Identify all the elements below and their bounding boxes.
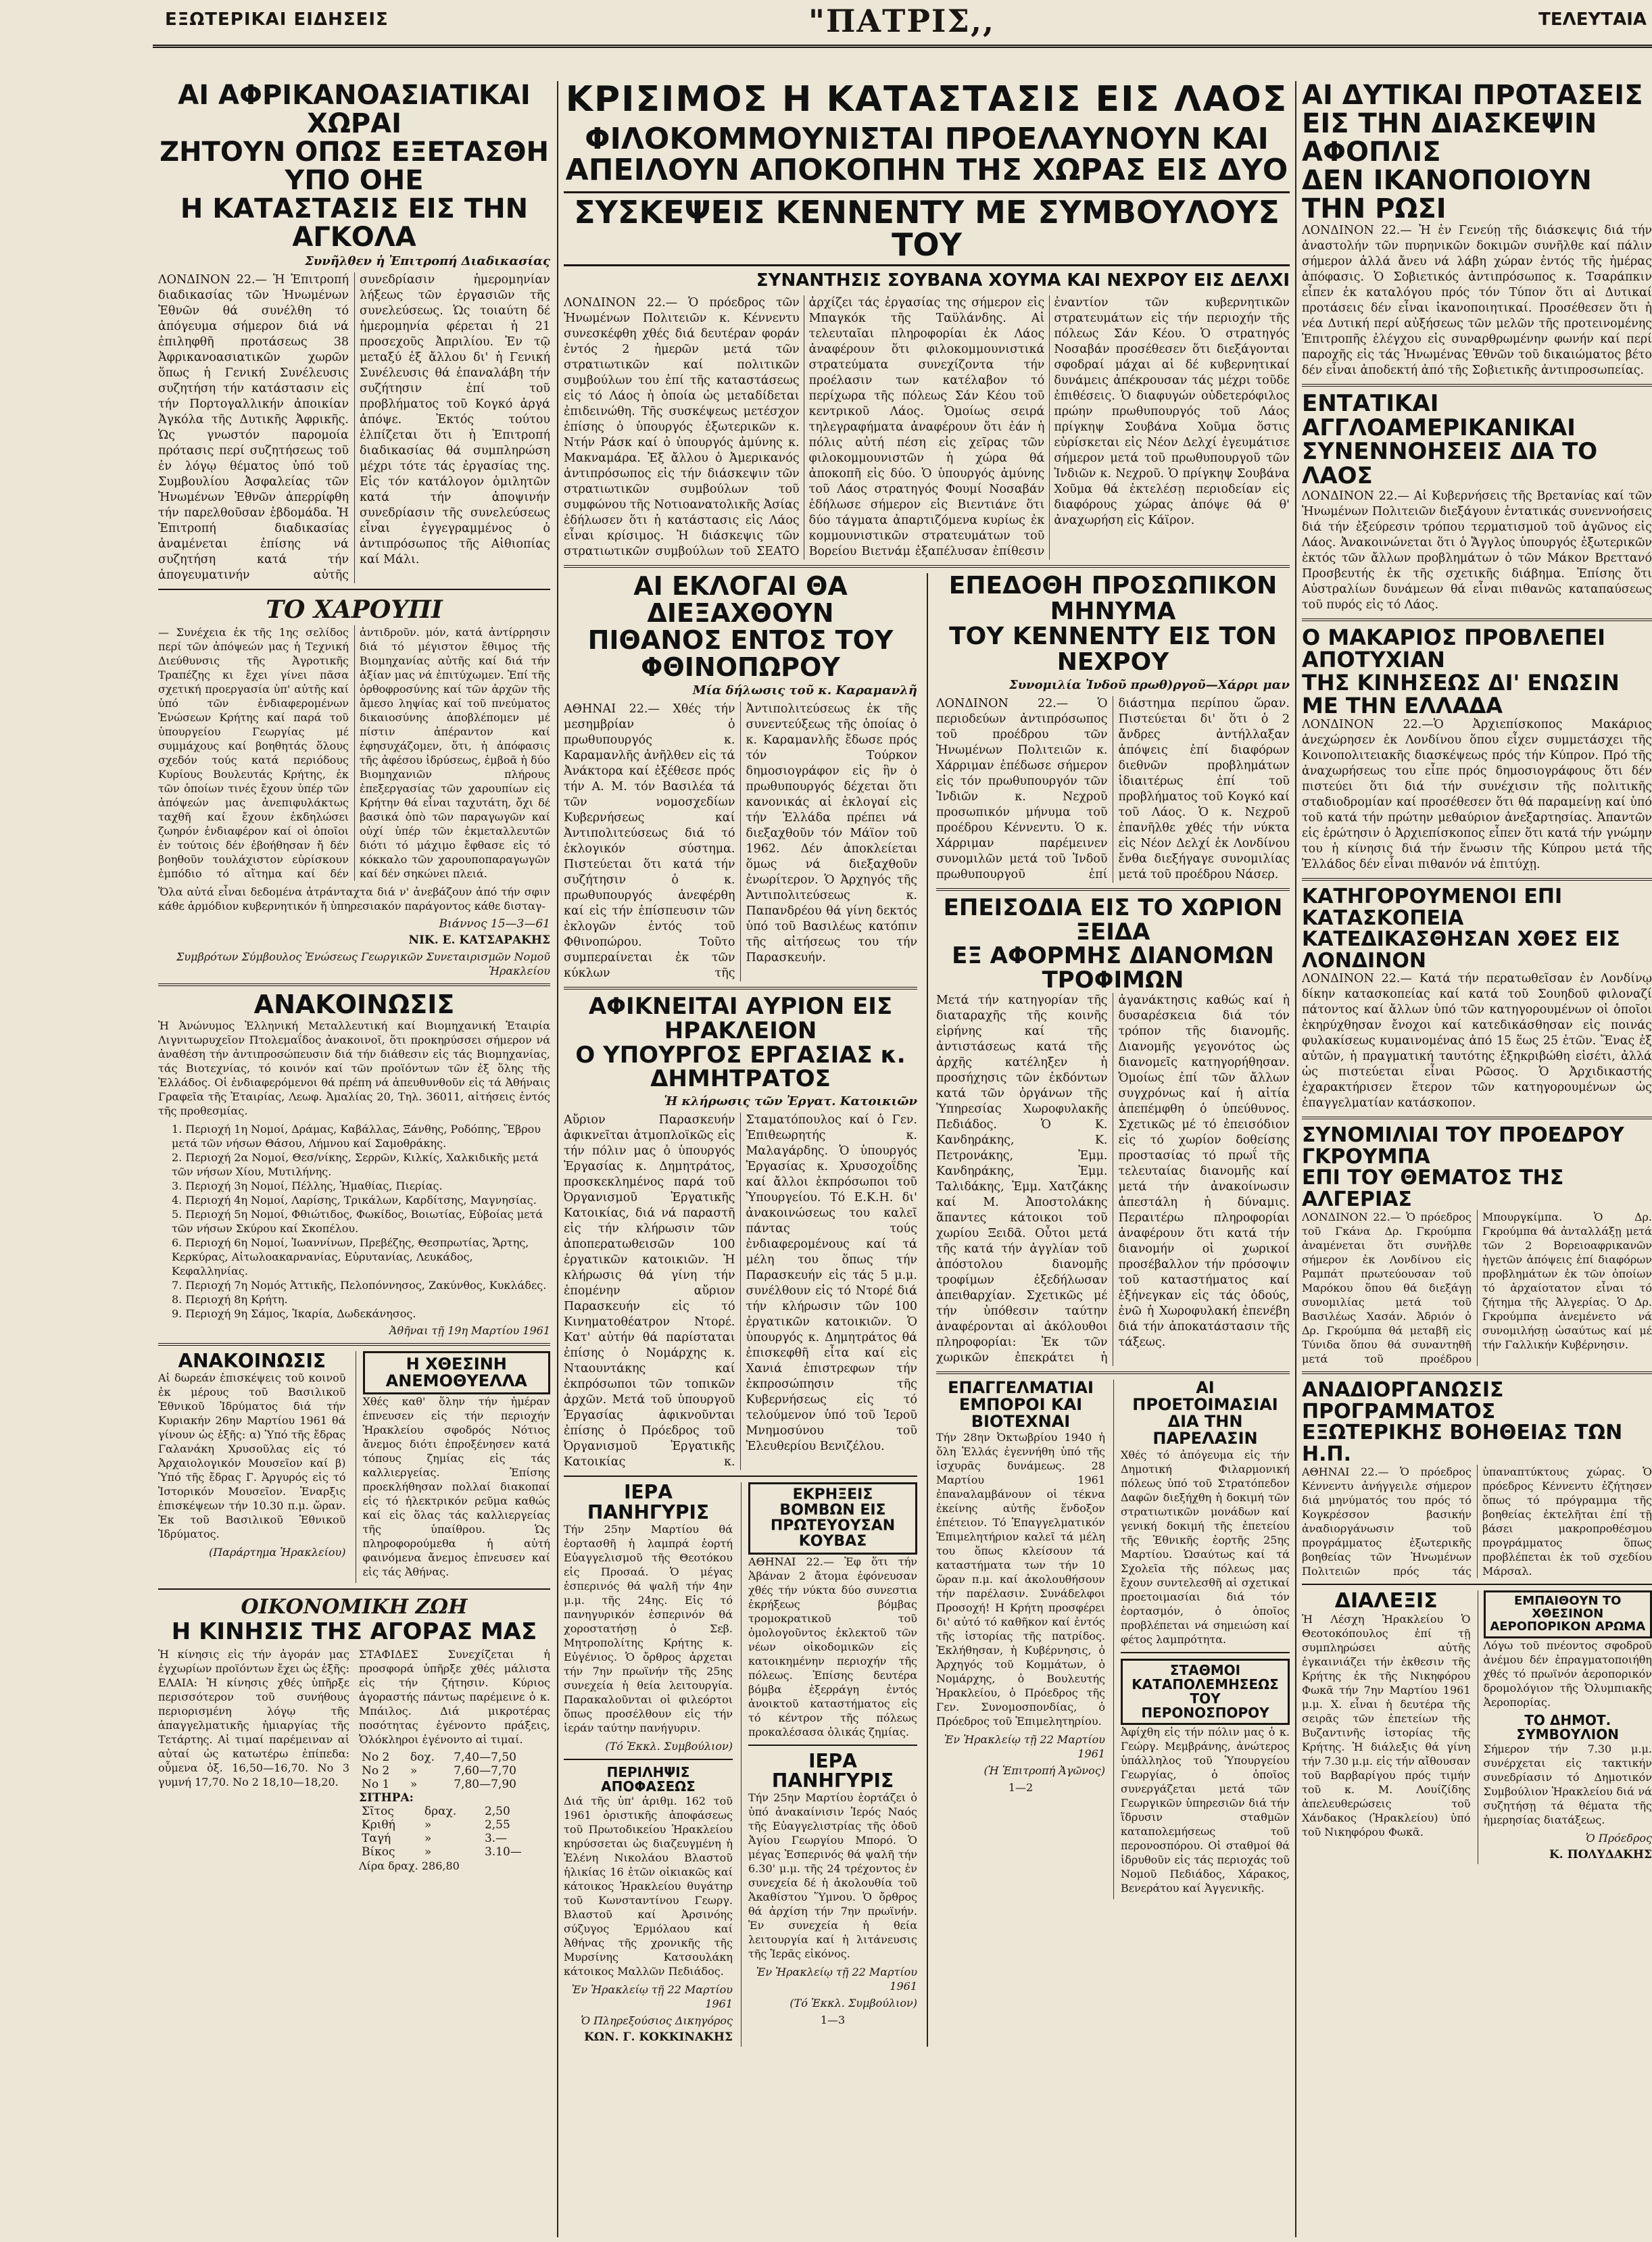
price-table-heading: ΣΙΤΗΡΑ:	[359, 1790, 414, 1805]
article-body: ΑΘΗΝΑΙ 22.— Χθές τήν μεσημβρίαν ὁ πρωθυπουργός κ. Καραμανλῆς ἀνῆλθεν εἰς τά Ἀνάκτορα καί ἐξέθεσε πρός τήν Α. Μ. τόν Βασιλέα τά τῶν νομοσχεδίων Κυβερνήσεως καί Ἀντιπολιτεύσεως διά τό ἐκλογικόν σύστημα. Πιστεύεται ὅτι κατά τήν συζήτησιν ὁ κ. πρωθυπουργός ἀνεφέρθη καί εἰς τήν ἐπίσπευσιν τῶν ἐκλογῶν ἐντός τοῦ Φθινοπώρου. Τοῦτο συμπεραίνεται ἐκ τῶν κύκλων τῆς Ἀντιπολιτεύσεως ἐκ τῆς συνεντεύξεως τῆς ὁποίας ὁ κ. Καραμανλῆς ἔδωσε πρός τόν Τούρκον δημοσιογράφον εἰς ἣν ὁ πρωθυπουργός δέχεται ὅτι κανονικάς αἱ ἐκλογαί εἰς τήν Ἑλλάδα πρέπει νά διεξαχθοῦν τόν Μάϊον τοῦ 1962. Δέν ἀποκλείεται ὅμως νά διεξαχθοῦν ἐνωρίτερον. Ὁ Ἀρχηγός τῆς Ἀντιπολιτεύσεως κ. Παπανδρέου θά γίνη δεκτός ὑπό τοῦ Βασιλέως κατόπιν τῆς αἰτήσεως του τήν Παρασκευήν.	[564, 702, 917, 981]
headline-announcement: ΑΝΑΚΟΙΝΩΣΙΣ	[253, 990, 455, 1019]
center-boxes	[564, 1482, 917, 2047]
center-lower	[564, 570, 1290, 2047]
article-body: ΛΟΝΔΙΝΟΝ 22.— Ἡ Ἐπιτροπή διαδικασίας τῶν Ἡνωμένων Ἐθνῶν θά συνέλθη τό ἀπόγευμα σήμερον διά νά ἐπιληφθῆ προτάσεως 38 Ἀφρικανοασιατικῶν χωρῶν ὅπως ἡ Γενική Συνέλευσις συζητήση τήν κατάστασιν εἰς τήν Πορτογαλλικήν ἀποικίαν Ἀγκόλα τῆς Δυτικῆς Ἀφρικῆς. Ὡς γνωστόν παρομοία πρότασις περί συζητήσεως τοῦ ἐν λόγῳ θέματος ὑπό τοῦ Συμβουλίου Ἀσφαλείας τῶν Ἡνωμένων Ἐθνῶν ἀπερρίφθη τήν παρελθοῦσαν ἑβδομάδα. Ἡ Ἐπιτροπή διαδικασίας ἀναμένεται ἐπίσης νά συζητήση κατά τήν ἀπογευματινήν αὐτῆς συνεδρίασιν ἡμερομηνίαν λήξεως τῶν ἐργασιῶν τῆς συνελεύσεως. Ὡς τοιαύτη δέ ἡμερομηνία φέρεται ἡ 21 προσεχοῦς Ἀπριλίου. Ἐν τῷ μεταξύ ἐξ ἄλλου δι' ἡ Γενική Συνέλευσις θά ἐπαναλάβη τήν συζήτησιν ἐπί τοῦ προβλήματος τοῦ Κογκό ἀργά ἀπόψε. Ἐκτός τούτου ἐλπίζεται ὅτι ἡ Ἐπιτροπή διαδικασίας θά συμπληρώση μέχρι τότε τάς ἐργασίας της. Εἰς τόν κατάλογον ὁμιλητῶν κατά τήν ἀποψινήν συνεδρίασιν τῆς συνελεύσεως εἶναι ἐγγεγραμμένος ὁ ἀντιπρόσωπος τῆς Αἰθιοπίας καί Μάλι.	[158, 273, 550, 582]
headline-line: ΕΠΙ ΤΟΥ ΘΕΜΑΤΟΣ ΤΗΣ ΑΛΓΕΡΙΑΣ	[1302, 1166, 1564, 1211]
headline-announcement-2: ΑΝΑΚΟΙΝΩΣΙΣ	[178, 1349, 326, 1372]
dateline: Ἀθῆναι τῇ 19η Μαρτίου 1961	[389, 1323, 550, 1337]
headline-line: ΚΑΤΕΔΙΚΑΣΘΗΣΑΝ ΧΘΕΣ ΕΙΣ ΛΟΝΔΙΝΟΝ	[1302, 927, 1620, 973]
section-economy: ΟΙΚΟΝΟΜΙΚΗ ΖΩΗ	[241, 1595, 468, 1619]
section-label-right: ΤΕΛΕΥΤΑΙΑ	[1538, 9, 1647, 30]
article-body: Αἱ δωρεάν ἐπισκέψεις τοῦ κοινοῦ ἐκ μέρους τοῦ Βασιλικοῦ Ἐθνικοῦ Ἱδρύματος διά τήν Κυριακήν 26ην Μαρτίου 1961 θά γίνουν ὡς ἑξῆς: α) Ὑπό τῆς ἔδρας Γαλανάκη Χρυσοῦλας εἰς τό Ἀρχαιολογικόν Μουσεῖον καί β) Ὑπό τῆς ἔδρας Γ. Ἀργυρός εἰς τό Ἱστορικόν Μουσεῖον. Ἐναρξις ἐπισκέψεων τήν 10.30 π.μ. ὥραν. Ἐκ τοῦ Βασιλικοῦ Ἐθνικοῦ Ἱδρύματος.	[158, 1371, 346, 1541]
headline-line: ΔΕΝ ΙΚΑΝΟΠΟΙΟΥΝ ΤΗΝ ΡΩΣΙ	[1302, 165, 1592, 224]
headline-line: ΣΥΝΟΜΙΛΙΑΙ ΤΟΥ ΠΡΟΕΔΡΟΥ ΓΚΡΟΥΜΠΑ	[1302, 1123, 1624, 1169]
headline-storm: Η ΧΘΕΣΙΝΗ ΑΝΕΜΟΘΥΕΛΛΑ	[363, 1351, 551, 1394]
article-body: Διά τῆς ὑπ' ἀριθμ. 162 τοῦ 1961 ὁριστικῆς ἀποφάσεως τοῦ Πρωτοδικείου Ἡρακλείου κηρύσσεται ὡς διαζευγμένη ἡ Ἑλένη Νικολάου Βλαστοῦ ἡλικίας 16 ἐτῶν οἰκιακῶς καί κάτοικος Ἡρακλείου θυγάτηρ τοῦ Κωνσταντίνου Γεωργ. Βλαστοῦ καί Ἀρσινόης σύζυγος Ἐρμόλαου καί Ἀθήνας τῆς χρονικῆς τῆς Μυρσίνης Κατσουλάκη κάτοικος Μαλλῶν Πεδιάδος.	[564, 1794, 733, 1978]
center-subcolumn-b	[927, 573, 1290, 2047]
bombs-box	[741, 1482, 917, 2047]
headline-line: ΕΠΕΔΟΘΗ ΠΡΟΣΩΠΙΚΟΝ ΜΗΝΥΜΑ	[948, 571, 1278, 625]
divider	[158, 1343, 550, 1346]
table-cell: Σῖτος	[362, 1804, 394, 1818]
table-row	[359, 1832, 550, 1845]
masthead	[153, 0, 1652, 48]
table-row	[359, 1805, 550, 1818]
storm-box	[356, 1351, 551, 1583]
headline-line: Ο ΥΠΟΥΡΓΟΣ ΕΡΓΑΣΙΑΣ κ. ΔΗΜΗΤΡΑΤΟΣ	[575, 1041, 906, 1093]
headline-line: ΑΠΕΙΛΟΥΝ ΑΠΟΚΟΠΗΝ ΤΗΣ ΧΩΡΑΣ ΕΙΣ ΔΥΟ	[565, 152, 1288, 187]
divider	[1302, 878, 1652, 881]
parade-box	[1113, 1380, 1290, 1899]
column-rule	[1295, 81, 1296, 2237]
subheadline-souvanna: ΣΥΝΑΝΤΗΣΙΣ ΣΟΥΒΑΝΑ ΧΟΥΜΑ ΚΑΙ ΝΕΧΡΟΥ ΕΙΣ ΔΕΛΧΙ	[756, 270, 1290, 291]
dateline: Ἐν Ἡρακλείῳ τῇ 22 Μαρτίου 1961	[944, 1733, 1105, 1761]
divider	[1302, 1371, 1652, 1374]
divider	[564, 565, 1290, 568]
headline-line: ΑΙ ΕΚΛΟΓΑΙ ΘΑ ΔΙΕΞΑΧΘΟΥΝ	[633, 570, 848, 628]
subheadline: Μία δήλωσις τοῦ κ. Καραμανλῆ	[692, 683, 917, 698]
article-body: ΛΟΝΔΙΝΟΝ 22.— Αἱ Κυβερνήσεις τῆς Βρετανίας καί τῶν Ἡνωμένων Πολιτειῶν διεξάγουν ἐντατικάς συνεννοήσεις διά τήν ἐξεύρεσιν τρόπου τερματισμοῦ τοῦ ἀγῶνος εἰς Λάος. Ἀνακοινώνεται ὅτι ὁ Ἄγγλος ὑπουργός ἐξωτερικῶν ἐκτός τῶν ἄλλων προβλημάτων ὁ τῶν Μάκον Βρεττανό Προσβευτής ἐκ τῆς σχετικῆς διάβημα. Ἐπίσης ὅτι Αὐστραλίων δυνάμεων θά εἶναι πιθανῶς καταπαύσεως τοῦ πυρός εἰς τό Λάος.	[1302, 489, 1652, 612]
article-body: Ἡ Λέσχη Ἡρακλείου Ὁ Θεοτοκόπουλος ἐπί τῇ συμπληρώσει αὐτῆς ἐγκαινιάζει τήν ἐκθεσιν τῆς Κρήτης ἐκ τῆς Νικηφόρου Φωκᾶ τήν 7ην Μαρτίου 1961 μ.μ. Χ. εἶναι ἡ δευτέρα τῆς σειρᾶς τῶν ἐπετείων τῆς Βυζαντινῆς ἱστορίας τῆς Κρήτης. Ἡ διάλεξις θά γίνη τήν 7.30 μ.μ. εἰς τήν αἴθουσαν τοῦ Βαρβαρίγου πρός τιμήν τοῦ κ. Μ. Λουίζίδης ἀπελευθερώσεις τοῦ Χάνδακος (Ἡρακλείου) ὑπό τοῦ Νικηφόρου Φωκᾶ.	[1302, 1612, 1471, 1838]
list-item: 1. Περιοχή 1η Νομοί, Δράμας, Καβάλλας, Ξάνθης, Ροδόπης, Ἕβρου μετά τῶν νήσων Θάσου, Λήμνου καί Σαμοθράκης.	[172, 1122, 541, 1150]
dateline: Ἐν Ἡρακλείῳ τῇ 22 Μαρτίου 1961	[756, 1966, 917, 1993]
table-cell: »	[410, 1763, 418, 1778]
headline-line: ΕΝΤΑΤΙΚΑΙ ΑΓΓΛΟΑΜΕΡΙΚΑΝΙΚΑΙ	[1302, 390, 1576, 441]
table-cell: Νο 2	[362, 1763, 390, 1778]
table-cell: 3.10—	[484, 1845, 522, 1859]
headline-line: ΣΥΝΕΝΝΟΗΣΕΙΣ ΔΙΑ ΤΟ ΛΑΟΣ	[1302, 438, 1598, 490]
signature: ΚΩΝ. Γ. ΚΟΚΚΙΝΑΚΗΣ	[584, 2030, 733, 2044]
headline-kennedy-message	[936, 573, 1290, 675]
signature: (Τό Ἐκκλ. Συμβούλιον)	[605, 1739, 733, 1753]
signature: Κ. ΠΟΛΥΔΑΚΗΣ	[1549, 1847, 1652, 1861]
signature-title: Συμβρότων Σύμβουλος Ἑνώσεως Γεωργικῶν Συνεταιρισμῶν Νομοῦ Ἡρακλείου	[176, 950, 550, 977]
headline-procommunists	[564, 121, 1290, 187]
headline-line: ΠΙΘΑΝΟΣ ΕΝΤΟΣ ΤΟΥ ΦΘΙΝΟΠΩΡΟΥ	[587, 625, 894, 682]
signature: (Ἡ Ἐπιτροπή Ἀγῶνος)	[983, 1764, 1105, 1778]
announcement-body: Ἡ Ἀνώνυμος Ἑλληνική Μεταλλευτική καί Βιομηχανική Ἑταιρία Λιγνιτωρυχεῖον Πτολεμαΐδος ἀνακοινοῖ, ὅτι προκηρύσσει σήμερον νά ἀναθέση τήν ἀντιπροσώπευσιν διά τήν διάθεσιν εἰς τάς Βιομηχανίας, τάς Βιοτεχνίας, τό κοινόν καί τῶν προϊόντων τῶν ἐξ ὅλης τῆς Ἑλλάδος. Οἱ ἐνδιαφερόμενοι θά πρέπη νά ἀπευθυνθοῦν εἰς τά Ἀθήναις Γραφεῖα τῆς Ἑταιρίας, Λεωφ. Ἀμαλίας 20, Τηλ. 36011, αἰτήσεις ἐντός τῆς προθεσμίας.	[158, 1019, 550, 1117]
center-b-boxes	[936, 1380, 1290, 1899]
price-table	[359, 1751, 550, 1791]
market-row	[158, 1647, 550, 1873]
announcement-box	[158, 1351, 346, 1583]
grain-table	[359, 1805, 550, 1859]
table-cell: 7,60—7,70	[454, 1763, 516, 1778]
article-body: Τήν 28ην Ὀκτωβρίου 1940 ἡ ὅλη Ἑλλάς ἐγεννήθη ὑπό τῆς ἰσχυρᾶς δυνάμεως. 28 Μαρτίου 1961 ἐπαναλαμβάνουν οἱ τέκνα ἐκείνης αὐτῆς ἕνδοξον ἐπέτειον. Τό Ἐπαγγελματικόν Ἐπιμελητήριον καλεῖ τά μέλη του ὅπως κλείσουν τά καταστήματα των τήν 10 ὥραν π.μ. καί ἀκολουθήσουν τήν παρέλασιν. Συνάδελφοι Προσοχή! Η Κρήτη προσφέρει δι' αὐτό τό καθῆκον καί ἐντός τῆς ἱστορίας τῆς πατρίδος. Ἐκλήθησαν, ἡ Κυβέρνησις, ὁ Ἀρχηγός τοῦ Κομμάτων, ὁ Νομάρχης, ὁ Βουλευτής Ἡρακλείου, ὁ Πρόεδρος τῆς Γεν. Συνομοσπονδίας, ὁ Πρόεδρος τοῦ Ἐπιμελητηρίου.	[936, 1431, 1105, 1728]
market-left	[158, 1647, 349, 1873]
festival-box	[564, 1482, 733, 2047]
table-cell: Βίκος	[362, 1845, 395, 1859]
article-body: — Συνέχεια ἐκ τῆς 1ης σελίδος περί τῶν ἀπόψεών μας ἡ Τεχνική Διεύθυνσις τῆς Ἀγροτικῆς Τραπέζης κι ἔχει γίνει πᾶσα σχετική προεργασία ὑπ' αὐτῆς καί ὑπό τῶν ἐνδιαφερομένων Ἑνώσεων Κρήτης καί παρά τοῦ ὑπουργείου Γεωργίας μέ συμμάχους καί βοηθητάς ὅλους σχεδόν τούς κατά περιόδους Κυρίους Βουλευτάς Κρήτης, ἐκ τῶν ὁποίων τινές ἔχουν ὑπέρ τῶν ἀπόψεών μας ἀνεπιφυλάκτως ταχθῆ καί ἔχουν ἐκδηλώσει ζωηρόν ἐνδιαφέρον καί οἱ ὁποῖοι ἐν τούτοις δέν ἐβοήθησαν ἤ δέν βοηθοῦν τουλάχιστον εὑρίσκουν ἐμπόδιο τό αἴτημα καί δέν ἀντιδροῦν. μόν, κατά ἀντίρρησιν διά τό μέγιστον ἔθιμος τῆς Βιομηχανίας αὐτῆς καί διά τήν ἀξίαν μας νά ἐπιτύχωμεν. Ἐπί τῆς ὀρθοφροσύνης καί τῶν ἀρχῶν τῆς ἄμεσο ληψίας καί τοῦ πνεύματος δικαιοσύνης ἀποβλέπομεν μέ πίστιν ἀπέραντον καί ἐφησυχάζομεν, ὅτι, ἡ ἀπόφασις τῆς ἀφέσου ἱδρύσεως, ἐμβοᾶ ἡ δύο Βιομηχανιῶν πλήρους ἐπεξεργασίας τῶν χαρουπίων εἰς Κρήτην θά εἶναι ταχυτάτη, ὄχι δέ βασικά ὁπὸ τῶν παραγωγῶν καί οὐχί ὑπέρ τῶν ἐκμεταλλευτῶν διότι τό μάχιμο ἔφθασε εἰς τό κόκκαλο τῶν χαρουποπαραγωγῶν καί δέν σηκώνει πλειά.	[158, 626, 550, 880]
headline-western-proposals	[1302, 81, 1652, 223]
list-item: 6. Περιοχή 6η Νομοί, Ἰωαννίνων, Πρεβέζης, Θεσπρωτίας, Ἄρτης, Κερκύρας, Αἰτωλοακαρνανίας, Εὐρυτανίας, Λευκάδος, Κεφαλληνίας.	[172, 1236, 529, 1277]
table-row	[359, 1751, 550, 1764]
headline-afro-asian	[158, 81, 550, 251]
dateline: Ἐν Ἡρακλείῳ τῇ 22 Μαρτίου 1961	[571, 1982, 733, 2010]
ad-number: 1—2	[1008, 1781, 1034, 1795]
headline-line: ΤΗΣ ΚΙΝΗΣΕΩΣ ΔΙ' ΕΝΩΣΙΝ ΜΕ ΤΗΝ ΕΛΛΑΔΑ	[1302, 669, 1620, 718]
article-body: ΛΟΝΔΙΝΟΝ 22.— Ὁ περιοδεύων ἀντιπρόσωπος τοῦ προέδρου τῶν Ἡνωμένων Πολιτειῶν κ. Χάρριμαν ἐπέδωσε σήμερον εἰς τόν πρωθυπουργόν τῶν Ἰνδιῶν κ. Νεχροῦ προσωπικόν μήνυμα τοῦ προέδρου Κέννεντυ. Ὁ κ. Χάρριμαν παρέμεινεν συνομιλῶν μετά τοῦ Ἰνδοῦ πρωθυπουργοῦ ἐπί διάστημα περίπου ὥραν. Πιστεύεται δι' ὅτι ὁ 2 ἄνδρες ἀντήλλαξαν ἀπόψεις ἐπί διαφόρων διεθνῶν προβλημάτων ἰδιαιτέρως ἐπί τοῦ προβλήματος τοῦ Κογκό καί τοῦ Λάος. Ὁ κ. Νεχροῦ ἐπανῆλθε χθές τήν νύκτα εἰς Νέον Δελχί ἐκ Λονδίνου ἔνθα διεξήγαγε συνομιλίας μετά τοῦ προέδρου Νάσερ.	[936, 697, 1290, 882]
two-box-row	[158, 1351, 550, 1583]
pound-price: Λίρα δραχ. 286,80	[359, 1859, 460, 1872]
signature-title: Ὁ Πληρεξούσιος Δικηγόρος	[581, 2014, 733, 2027]
section-label: ΕΞΩΤΕΡΙΚΑΙ ΕΙΔΗΣΕΙΣ	[165, 9, 389, 30]
divider	[564, 1759, 733, 1760]
headline-line: ΤΟΥ ΚΕΝΝΕΝΤΥ ΕΙΣ ΤΟΝ ΝΕΧΡΟΥ	[949, 623, 1277, 677]
column-left	[158, 81, 550, 2237]
article-body: Αὔριον Παρασκευήν ἀφικνεῖται ἀτμοπλοϊκῶς εἰς τήν πόλιν μας ὁ ὑπουργός Ἐργασίας κ. Δημητράτος, προσκεκλημένος παρά τοῦ Ὀργανισμοῦ Ἐργατικῆς Κατοικίας, διά νά παραστῆ εἰς τήν κλήρωσιν τῶν ἀποπερατωθεισῶν 100 ἐργατικῶν κατοικιῶν. Ἡ κλήρωσις θά γίνη τήν ἑπομένην αὔριον Παρασκευήν εἰς τό Κινηματοθέατρον Ντορέ. Κατ' αὐτήν θά παρίσταται ἐπίσης ὁ Νομάρχης κ. Νταουντάκης καί ἐκπρόσωποι τῶν τοπικῶν ἀρχῶν. Μετά τοῦ ὑπουργοῦ Ἐργασίας ἀφικνοῦνται ἐπίσης ὁ Πρόεδρος τοῦ Ὀργανισμοῦ Ἐργατικῆς Κατοικίας κ. Σταματόπουλος καί ὁ Γεν. Ἐπιθεωρητής κ. Μαλαγάρδης. Ὁ ὑπουργός Ἐργασίας κ. Χρυσοχοΐδης καί ἄλλοι ἐκπρόσωποι τοῦ Ὑπουργείου. Τό Ε.Κ.Η. δι' ἀνακοινώσεως του καλεῖ πάντας τούς ἐνδιαφερομένους καί τά μέλη του ὅπως τήν Παρασκευήν εἰς τάς 5 μ.μ. συνέλθουν εἰς τό Ντορέ διά τήν κλήρωσιν τῶν 100 ἐργατικῶν κατοικιῶν. Ὁ ὑπουργός κ. Δημητράτος θά ἐπισκεφθῆ εἶτα καί εἰς Χανιά ἐπιστρεφων τήν ἐκπροσώπησιν τῆς Κυβερνήσεως εἰς τό τελούμενον ὑπό τοῦ Ἱεροῦ Μνημοσύνου τοῦ Ἐλευθερίου Βενιζέλου.	[564, 1113, 917, 1469]
signature: (Τό Ἐκκλ. Συμβούλιον)	[789, 1997, 917, 2010]
table-row	[359, 1778, 550, 1791]
headline-line: ΑΙ ΑΦΡΙΚΑΝΟΑΣΙΑΤΙΚΑΙ ΧΩΡΑΙ	[178, 81, 531, 139]
list-item: 5. Περιοχή 5η Νομοί, Φθιώτιδος, Φωκίδος, Βοιωτίας, Εὐβοίας μετά τῶν νήσων Σκύρου καί Σκοπέλου.	[172, 1207, 543, 1235]
article-body: Τήν 25ην Μαρτίου θά ἑορτασθῆ ἡ λαμπρά ἑορτή Εὐαγγελισμοῦ τῆς Θεοτόκου εἰς Προσαά. Ὁ μέγας ἑσπερινός θά ψαλῆ τήν 4ην μ.μ. τῆς 24ης. Εἰς τό πανηγυρικόν ἑσπερινόν θά χοροστατήσῃ ὁ Σεβ. Μητροπολίτης Κρήτης κ. Εὐγένιος. Ὁ ὄρθρος ἀρχεται τήν 7ην πρωϊνήν τῆς 25ης συνεχεία ἡ θεία λειτουργία. Παρακαλοῦνται οἱ φιλεόρτοι ὅπως προσέλθουν εἰς τήν ἱεράν ταύτην πανήγυριν.	[564, 1522, 733, 1734]
subheadline: Συνομιλία Ἰνδοῦ πρωθ)ργοῦ—Χάρρι μαν	[1009, 678, 1290, 693]
article-body: Χθές τό ἀπόγευμα εἰς τήν Δημοτική Φιλαρμονική πόλεως ὑπό τοῦ Στρατόπεδον Δαφῶν διεξήχθη ἡ δοκιμή τῶν στρατιωτικῶν μονάδων καί γενική δοκιμή τῆς ἐπετείου τῆς Ἐθνικῆς ἑορτῆς 25ης Μαρτίου. Ὡσαύτως καί τά Σχολεῖα τῆς πόλεως μας ἔχουν συντελεσθῆ αἱ σχετικαί προετοιμασίαι διά τόν ἑορτασμόν, ὁ ὁποῖος προβλέπεται νά σημειώση καί φέτος λαμπρότητα.	[1121, 1448, 1290, 1646]
table-cell: δραχ.	[424, 1804, 457, 1818]
flight-box	[1478, 1590, 1652, 1864]
article-body: ΑΘΗΝΑΙ 22.— Ὁ πρόεδρος Κέννεντυ ἀνήγγειλε σήμερον διά μηνύματός του πρός τό Κογκρέσσον βασικήν ἀναδιοργάνωσιν τοῦ προγράμματος ἐξωτερικῆς βοηθείας τῶν Ἡνωμένων Πολιτειῶν πρός τάς ὑπαναπτύκτους χώρας. Ὁ πρόεδρος Κέννεντυ ἐζήτησεν ὅπως τό πρόγραμμα τῆς βοηθείας ἐκτελῆται ἐπί τῇ βάσει μακροπροθέσμου προγράμματος ὅπως προβλέπεται ἐκ τοῦ σχεδίου Μάρσαλ.	[1302, 1465, 1652, 1578]
headline-market: Η ΚΙΝΗΣΙΣ ΤΗΣ ΑΓΟΡΑΣ ΜΑΣ	[171, 1618, 537, 1646]
headline-cuba-bombs: ΕΚΡΗΞΕΙΣ ΒΟΜΒΩΝ ΕΙΣ ΠΡΩΤΕΥΟΥΣΑΝ ΚΟΥΒΑΣ	[748, 1482, 917, 1554]
table-cell: »	[410, 1777, 418, 1791]
list-item: 8. Περιοχή 8η Κρήτη.	[172, 1292, 288, 1306]
list-item: 7. Περιοχή 7η Νομός Ἀττικῆς, Πελοπόννησος, Ζακύνθος, Κυκλάδες.	[172, 1278, 547, 1292]
table-cell: Ταγή	[362, 1831, 391, 1845]
headline-anglo-american	[1302, 392, 1652, 489]
headline-line: ΚΑΤΗΓΟΡΟΥΜΕΝΟΙ ΕΠΙ ΚΑΤΑΣΚΟΠΕΙΑ	[1302, 885, 1563, 930]
article-body: Ὅλα αὐτά εἶναι δεδομένα ἀτράνταχτα διά ν' ἀνεβάζουν ἀπό τήν σφιν κάθε ἁρμόδιον κυβερνητικόν ἤ ὑπηρεσιακόν παράγοντος κάθε δισταγ-	[158, 885, 550, 912]
article-body: ΣΤΑΦΙΔΕΣ Συνεχίζεται ἡ προσφορά ὑπῆρξε χθές μάλιστα εἰς τήν ζήτησιν. Κύριος ἀγοραστής πάντως παρέμεινε ὁ κ. Μπάιλος. Διά μικροτέρας ποσότητας ἐγένοντο πράξεις, Ὁλόκληροι ἐγένοντο αἱ τιμαί.	[359, 1647, 550, 1746]
list-item: 3. Περιοχή 3η Νομοί, Πέλλης, Ἠμαθίας, Πιερίας.	[172, 1179, 443, 1192]
headline-line: ΑΝΑΔΙΟΡΓΑΝΩΣΙΣ ΠΡΟΓΡΑΜΜΑΤΟΣ	[1302, 1378, 1504, 1423]
article-body: ΛΟΝΔΙΝΟΝ 22.—Ὁ Ἀρχιεπίσκοπος Μακάριος ἀνεχώρησεν ἐκ Λονδίνου ὅπου εἶχεν συμμετάσχει τῆς Κοινοπολιτειακῆς διασκέψεως πρός τήν Κύπρον. Πρό τῆς ἀναχωρήσεως του εἶπε πρός δημοσιογράφους ὅτι δέν πιστεύει ὅτι διά τήν συνέχισιν τῆς πολιτικῆς σταδιοδρομίαν καί προσέθεσεν ὅτι θά παραμείνῃ καί ὑπό τοῦ κατά τήν πρώτην μεθαύριον ἀνεξαρτησίας. Ἀπαντῶν εἰς ἐρώτησιν ὁ Ἀρχιεπίσκοπος εἶπεν ὅτι κατά τήν γνώμην του ἡ κίνησις διά τήν ἕνωσιν τῆς Κύπρου μετά τῆς Ἑλλάδος δέν εἶναι πιθανόν νά ἐπιτύχῃ.	[1302, 718, 1652, 872]
headline-line: Ο ΜΑΚΑΡΙΟΣ ΠΡΟΒΛΕΠΕΙ ΑΠΟΤΥΧΙΑΝ	[1302, 624, 1606, 673]
article-body: ΛΟΝΔΙΝΟΝ 22.— Ὁ πρόεδρος τῶν Ἡνωμένων Πολιτειῶν κ. Κέννεντυ συνεσκέφθη χθές διά δευτέραν φοράν ἐντός 2 ἡμερῶν μετά τῶν στρατιωτικῶν καί πολιτικῶν συμβούλων του ἐπί τῆς καταστάσεως εἰς τό Λάος ἡ ὁποία ὡς μεταδίδεται ἐπιδεινώθη. Τῆς συσκέψεως μετέσχον ἐπίσης ὁ ὑπουργός ἐξωτερικῶν κ. Ντήν Ράσκ καί ὁ ὑπουργός ἀμύνης κ. Μακναμάρα. Ἐξ ἄλλου ὁ Ἀμερικανός ἀντιπρόσωπος εἰς τήν διάσκεψιν τῶν στρατιωτικῶν συμβούλων τοῦ συμφώνου τῆς Νοτιοανατολικῆς Ἀσίας ἐδήλωσεν ὅτι ἡ κατάστασις εἰς Λάος εἶναι κρίσιμος. Ἡ διάσκεψις τῶν στρατιωτικῶν συμβούλων τοῦ ΣΕΑΤΟ ἀρχίζει τάς ἐργασίας της σήμερον εἰς Μπαγκόκ τῆς Ταϋλάνδης. Αἱ τελευταῖαι πληροφορίαι ἐκ Λάος ἀναφέρουν ὅτι φιλοκομμουνιστικά στρατεύματα συνεχίζοντα τήν προέλασιν των κατέλαβον τό περίχωρα τῆς πόλεως Σάν Κέου τοῦ κεντρικοῦ Λάος. Ὁμοίως σειρά τηλεγραφήματα ἀναφέρουν ὅτι ἐάν ἡ πόλις αὐτή πέση εἰς χεῖρας τῶν φιλοκομμουνιστῶν ἡ χώρα θά ἀποκοπῆ εἰς δύο. Ὁ ὑπουργός ἀμύνης τοῦ Λάος στρατηγός Φουμί Νοσαβάν ἐδήλωσε σήμερον εἰς Βιεντιάνε ὅτι δύο τάγματα ἀπαρτιζόμενα κυρίως ἐκ κομμουνιστικῶν στρατευμάτων τοῦ Βορείου Βιετνάμ ἐξαπέλυσαν ἐπίθεσιν ἐναντίον τῶν κυβερνητικῶν στρατευμάτων εἰς τήν περιοχήν τῆς πόλεως Σάν Κέου. Ὁ στρατηγός Νοσαβάν προσέθεσεν ὅτι διεξάγονται σφοδραί μάχαι αἱ δέ κυβερνητικαί δυνάμεις ἀπέκρουσαν τάς μέχρι τοῦδε ἐπιθέσεις. Ὁ διαφυγών οὐδετερόφιλος πρώην πρωθυπουργός τοῦ Λάος πρίγκηψ Σουβάνα Χοῦμα ὅστις εὑρίσκεται εἰς Νέον Δελχί ἐγευμάτισε σήμερον μετά τοῦ πρωθυπουργοῦ τῶν Ἰνδιῶν κ. Νεχροῦ. Ὁ πρίγκηψ Σουβάνα Χοῦμα θά ἐκτελέσῃ περιοδείαν εἰς διαφόρους χώρας ἀπόψε θά θ' ἀναχωρήση εἰς Κάϊρον.	[564, 295, 1290, 558]
headline-line: ΕΠΕΙΣΟΔΙΑ ΕΙΣ ΤΟ ΧΩΡΙΟΝ ΞΕΙΔΑ	[943, 894, 1283, 946]
table-cell: 7,80—7,90	[454, 1777, 516, 1791]
headline-lecture: ΔΙΑΛΕΞΙΣ	[1334, 1589, 1438, 1613]
headline-line: ΕΞ ΑΦΟΡΜΗΣ ΔΙΑΝΟΜΩΝ ΤΡΟΦΙΜΩΝ	[952, 942, 1274, 994]
headline-stations: ΣΤΑΘΜΟΙ ΚΑΤΑΠΟΛΕΜΗΣΕΩΣ ΤΟΥ ΠΕΡΟΝΟΣΠΟΡΟΥ	[1121, 1659, 1290, 1725]
headline-minister-arrives	[564, 995, 917, 1092]
divider	[1302, 618, 1652, 621]
headline-decision: ΠΕΡΙΛΗΨΙΣ ΑΠΟΦΑΣΕΩΣ	[601, 1763, 696, 1795]
headline-carob: ΤΟ ΧΑΡΟΥΠΙ	[266, 595, 443, 624]
column-center	[564, 81, 1290, 2237]
table-cell: Νο 1	[362, 1777, 390, 1791]
headline-line: ΑΙ ΔΥΤΙΚΑΙ ΠΡΟΤΑΣΕΙΣ	[1302, 81, 1643, 111]
table-row	[359, 1764, 550, 1778]
signature: (Παράρτημα Ἡρακλείου)	[208, 1546, 346, 1559]
headline-line: ΑΦΙΚΝΕΙΤΑΙ ΑΥΡΙΟΝ ΕΙΣ ΗΡΑΚΛΕΙΟΝ	[588, 993, 893, 1045]
divider	[158, 589, 550, 590]
divider	[936, 1371, 1290, 1374]
headline-line: ΖΗΤΟΥΝ ΟΠΩΣ ΕΞΕΤΑΣΘΗ ΥΠΟ ΟΗΕ	[160, 137, 549, 196]
divider	[564, 987, 917, 990]
divider	[1121, 1652, 1290, 1653]
headline-laos-crisis: ΚΡΙΣΙΜΟΣ Η ΚΑΤΑΣΤΑΣΙΣ ΕΙΣ ΛΑΟΣ	[565, 81, 1288, 120]
table-cell: 2,50	[484, 1804, 510, 1818]
subheadline: Συνῆλθεν ἡ Ἐπιτροπή Διαδικασίας	[305, 254, 550, 268]
article-body: ΑΘΗΝΑΙ 22.— Ἐφ ὅτι τήν Ἀβάναν 2 ἄτομα ἐφόνευσαν χθές τήν νύκτα δύο συνεστια ἐκρήξεως βόμβας τρομοκρατικοῦ τοῦ ὁμολογοῦντος ἐκλεκτοῦ τῶν νέων οἰκοδομικῶν εἰς κατοικημένην περιοχήν τῆς πόλεως. Ἐπίσης δευτέρα βόμβα ἐξερράγη ἐντός ἀνοικτοῦ καταστήματος εἰς τό κέντρον τῆς πόλεως προκαλέσασα ὁλικάς ζημίας.	[748, 1555, 917, 1738]
headline-line: Η ΚΑΤΑΣΤΑΣΙΣ ΕΙΣ ΤΗΝ ΑΓΚΟΛΑ	[180, 193, 529, 253]
article-body: ΛΟΝΔΙΝΟΝ 22.— Ἡ ἐν Γενεύῃ τῆς διάσκεψις διά τήν ἀναστολήν τῶν πυρηνικῶν δοκιμῶν συνῆλθε καί πάλιν σήμερον ἀλλά ἄνευ νά λάβη χώραν ἐντός τῆς ἡμέρας ἀπόφασις. Ὁ Σοβιετικός ἀντιπρόσωπος κ. Τσαράπκιν εἶπεν ἐκ καταλόγου πρός τόν Τύπον ὅτι αἱ Δυτικαί προτάσεις δέν εἶναι ἱκανοποιητικαί. Προσέθεσεν ὅτι ἡ νέα Δυτική περί αὐξήσεως τῶν μελῶν τῆς προτεινομένης Ἐπιτροπῆς ἐλέγχου εἰς συναρθρωμένην φωνήν καί περί παροχῆς εἰς τάς Ἡνωμένας Ἐθνῶν τοῦ δικαιώματος βέτο δέν εἶναι ἀποδεκτή ἀπό τῆς Σοβιετικῆς ἀντιπροσωπείας.	[1302, 224, 1652, 377]
merchants-box	[936, 1380, 1105, 1899]
headline-grouba	[1302, 1125, 1652, 1210]
article-body: ΛΟΝΔΙΝΟΝ 22.— Κατά τήν περατωθεῖσαν ἐν Λονδίνῳ δίκην κατασκοπείας καί κατά τοῦ Σουηδοῦ φιλοναζί πάτοντος καί ἄλλων ὑπό τῶν κατηγορουμένων οἱ ὁποῖοι ἐκηρύχθησαν ἔνοχοι καί κατεδικάσθησαν εἰς ποινάς φυλακίσεως κυμαινομένας ἀπό 15 ἕως 25 ἐτῶν. Ἕνας ἐξ αὐτῶν, ἡ πραγματική ταυτότης ἐξηκριβώθη εἰσέτι, ἀλλά ὡς πιστεύεται εἶναι Ρῶσος. Ὁ Ἀρχιδικαστής ἐχαρακτήρισεν ἕτερον τῶν κατηγορουμένων ὡς ἐπαγγελματίαν κατάσκοπον.	[1302, 972, 1652, 1111]
newspaper-title: "ΠΑΤΡΙΣ,,	[808, 3, 995, 39]
table-cell: 3.—	[484, 1831, 508, 1845]
article-body: Ἡ κίνησις εἰς τήν ἀγοράν μας ἐγχωρίων προϊόντων ἔχει ὡς ἑξῆς: ΕΛΑΙΑ: Ἡ κίνησις χθές ὑπῆρξε περισσότερον τοῦ συνήθους περιορισμένη λόγῳ τῆς ἀπαγγελματικῆς ἡμιαργίας τῆς Τετάρτης. Αἱ τιμαί παρέμειναν αἱ αὐταί ὡς κατωτέρω ἐπίπεδα: οὖμενα ὀξ. 16,50—16,70. Νο 3 γυμνή 17,70. Νο 2 18,10—18,20.	[158, 1647, 349, 1788]
center-subcolumn-a	[564, 570, 917, 2047]
headline-foreign-aid	[1302, 1380, 1652, 1465]
divider	[158, 1588, 550, 1590]
table-cell: 7,40—7,50	[454, 1750, 516, 1764]
article-body: ΛΟΝΔΙΝΟΝ 22.— Ὁ πρόεδρος τοῦ Γκάνα Δρ. Γκρούμπα ἀναμένεται ὅτι συνῆλθε σήμερον ἐκ Λονδίνου εἰς Ραμπάτ πρωτεύουσαν τοῦ Μαρόκου ὅπου θά διεξάγῃ συνομιλίας μετά τοῦ Βασιλέως Χασάν. Ἀδριόν ὁ Δρ. Γκρούμπα θά μεταβῆ εἰς Τύνιδα ὅπου θά συναντηθῆ μετά τοῦ προέδρου Μπουργκίμπα. Ὁ Δρ. Γκρούμπα θά ἀνταλλάξῃ μετά τῶν 2 Βορειοαφρικανῶν ἡγετῶν ἀπόψεις ἐπί διαφόρων προβλημάτων ἐκ τῶν ὁποίων τό ἀρχαίοτατον εἶναι τό ζήτημα τῆς Ἀλγερίας. Ὁ Δρ. Γκρούμπα ἀνεμένετο νά συνομιλήσῃ ὡσαύτως καί μέ τήν Γαλλικήν Κυβέρνησιν.	[1302, 1211, 1652, 1366]
divider	[158, 983, 550, 986]
headline-line: ΕΞΩΤΕΡΙΚΗΣ ΒΟΗΘΕΙΑΣ ΤΩΝ Η.Π.	[1302, 1421, 1623, 1466]
table-cell: 2,55	[484, 1818, 510, 1832]
headline-kennedy-advisors: ΣΥΣΚΕΨΕΙΣ ΚΕΝΝΕΝΤΥ ΜΕ ΣΥΜΒΟΥΛΟΥΣ ΤΟΥ	[564, 191, 1290, 266]
divider	[564, 1476, 917, 1477]
headline-parade: ΑΙ ΠΡΟΕΤΟΙΜΑΣΙΑΙ ΔΙΑ ΤΗΝ ΠΑΡΕΛΑΣΙΝ	[1132, 1378, 1278, 1448]
headline-festival: ΙΕΡΑ ΠΑΝΗΓΥΡΙΣ	[587, 1481, 710, 1524]
headline-council: ΤΟ ΔΗΜΟΤ. ΣΥΜΒΟΥΛΙΟΝ	[1516, 1711, 1619, 1743]
table-cell: »	[424, 1818, 432, 1832]
subheadline: Ἡ κλήρωσις τῶν Ἐργατ. Κατοικιῶν	[664, 1094, 917, 1109]
article-body: Μετά τήν κατηγορίαν τῆς διαταραχῆς τῆς κοινῆς εἰρήνης καί τῆς ἀντιστάσεως κατά τῆς ἀρχῆς κατέληξεν ἡ προσήχησις τῶν ἐκδόντων κατά τῶν ὀργάνων τῆς Ὑπηρεσίας Χωροφυλακῆς Πεδιάδος. Ὁ Κ. Κανδηράκης, Κ. Πετρονάκης, Ἐμμ. Κανδηράκης, Ἐμμ. Ταλιδάκης, Ἐμμ. Χατζάκης καί Μ. Ἀποστολάκης ἅπαντες κάτοικοι τοῦ χωρίου Ξειδᾶ. Οὗτοι μετά τῆς κατά τήν ἀγγλίαν τοῦ ἀπόστολου διανομῆς τροφίμων ἐξεδήλωσαν ἀπειθαρχίαν. Σχετικῶς μέ τήν ὑπόθεσιν ταύτην ἀναφέρονται αἱ ἀκόλουθοι πληροφορίαι: Ἐκ τῶν χωρικῶν ἐπεκράτει ἡ ἀγανάκτησις καθώς καί ἡ δυσαρέσκεια διά τόν τρόπον τῆς διανομῆς. Διανομῆς γεγονότος ὡς διανομεῖς κατηγορήθησαν. Ὁμοίως ἐπί τῶν ἄλλων συγχρόνως καί ἡ αἰτία ἀπεπέμφθη ὁ ὑπεύθυνος. Σχετικῶς μέ τό ἐπεισόδιον εἰς τό χωρίον δοθείσης προστασίας τό πρωΐ τῆς τελευταίας διανομῆς καί μετά τήν ἀνακοίνωσιν ἀπεστάλη ἡ δύναμις. Περαιτέρω πληροφορίαι ἀναφέρουν ὅτι κατά τήν διανομήν οἱ χωρικοί προσέβαλλον τήν πρόσοψιν τοῦ καταστήματος καί ἐξήνεγκαν εἰς τάς ὁδούς, ἐνῶ ἡ Χωροφυλακή ἐπενέβη διά τήν ἀποκατάστασιν τῆς τάξεως.	[936, 993, 1290, 1365]
dateline: Βιάννος 15—3—61	[439, 917, 550, 931]
headline-elections	[564, 570, 917, 682]
headline-line: ΕΙΣ ΤΗΝ ΔΙΑΣΚΕΨΙΝ ΑΦΟΠΛΙΣ	[1302, 108, 1597, 168]
signature: ΝΙΚ. Ε. ΚΑΤΣΑΡΑΚΗΣ	[408, 933, 550, 947]
headline-merchants: ΕΠΑΓΓΕΛΜΑΤΙΑΙ ΕΜΠΟΡΟΙ ΚΑΙ ΒΙΟΤΕΧΝΑΙ	[948, 1378, 1094, 1432]
lecture-box	[1302, 1590, 1471, 1864]
column-right	[1302, 81, 1652, 2237]
table-row	[359, 1818, 550, 1832]
headline-makarios	[1302, 624, 1652, 718]
table-row	[359, 1845, 550, 1859]
headline-xeida-incidents	[936, 896, 1290, 993]
right-boxes	[1302, 1590, 1652, 1864]
table-cell: Κριθή	[362, 1818, 395, 1832]
column-rule	[557, 81, 558, 2237]
table-cell: »	[424, 1845, 432, 1859]
signature-title: Ὁ Πρόεδρος	[1585, 1831, 1652, 1845]
ad-number: 1—3	[820, 2014, 846, 2027]
list-item: 4. Περιοχή 4η Νομοί, Λαρίσης, Τρικάλων, Καρδίτσης, Μαγνησίας.	[172, 1193, 537, 1207]
list-item: 9. Περιοχή 9η Σάμος, Ἰκαρία, Δωδεκάνησος.	[172, 1307, 416, 1320]
divider	[1302, 384, 1652, 387]
article-body: Ἀφίχθη εἰς τήν πόλιν μας ὁ κ. Γεώργ. Μεμβράνης, ἀνώτερος ὑπάλληλος τοῦ Ὑπουργείου Γεωργίας, ὁ ὁποῖος συνεργάζεται μετά τῶν Γεωργικῶν ὑπηρεσιῶν διά τήν ἵδρυσιν σταθμῶν καταπολεμήσεως τοῦ περονοσπόρου. Οἱ σταθμοί θά ἱδρυθοῦν εἰς τάς περιοχάς τοῦ Νομοῦ Πεδιάδος, Χάρακος, Βενεράτου καί Ἀγγενικῆς.	[1121, 1725, 1290, 1895]
list-item: 2. Περιοχή 2α Νομοί, Θεσ/νίκης, Σερρῶν, Κιλκίς, Χαλκιδικῆς μετά τῶν νήσων Χίου, Μυτιλήνης.	[172, 1150, 539, 1178]
article-body: Σήμερον τήν 7.30 μ.μ. συνέρχεται εἰς τακτικήν συνεδρίασιν τό Δημοτικόν Συμβούλιον Ἡρακλείου διά νά συζητήσῃ τά θέματα τῆς ἡμερησίας διατάξεως.	[1483, 1742, 1652, 1826]
table-cell: Νο 2	[362, 1750, 390, 1764]
market-right	[359, 1647, 550, 1873]
table-cell: »	[424, 1831, 432, 1845]
divider	[748, 1745, 917, 1746]
headline-flight: ΕΜΠΑΙΘΟΥΝ ΤΟ ΧΘΕΣΙΝΟΝ ΑΕΡΟΠΟΡΙΚΟΝ ΑΡΩΜΑ	[1484, 1590, 1652, 1638]
headline-festival-2: ΙΕΡΑ ΠΑΝΗΓΥΡΙΣ	[771, 1749, 894, 1792]
headline-line: ΦΙΛΟΚΟΜΜΟΥΝΙΣΤΑΙ ΠΡΟΕΛΑΥΝΟΥΝ ΚΑΙ	[585, 121, 1269, 156]
article-body: Λόγω τοῦ πνέοντος σφοδροῦ ἀνέμου δέν ἐπραγματοποιήθη χθές τό πρωϊνόν ἀεροπορικόν δρομολόγιον τῆς Ὀλυμπιακῆς Ἀεροπορίας.	[1483, 1638, 1652, 1709]
divider	[1302, 1584, 1652, 1585]
divider	[1302, 1117, 1652, 1119]
table-cell: δοχ.	[410, 1750, 435, 1764]
headline-espionage	[1302, 886, 1652, 971]
article-body: Τήν 25ην Μαρτίου ἑορτάζει ὁ ὑπό ἀνακαίνισιν Ἱερός Ναός τῆς Εὐαγγελιστρίας τῆς ὁδοῦ Ἀγίου Γεωργίου Μπορό. Ὁ μέγας Ἑσπερινός θά ψαλῆ τήν 6.30' μ.μ. τῆς 24 τρέχοντος ἐν συνεχεία δέ ἡ ἀκολουθία τοῦ Ἀκαθίστου Ὕμνου. Ὁ ὄρθρος θά ἀρχίση τήν 7ην πρωϊνήν. Ἐν συνεχεία ἡ θεία λειτουργία καί ἡ λιτάνευσις τῆς Ἱερᾶς εἰκόνος.	[748, 1791, 917, 1961]
divider	[936, 888, 1290, 891]
article-body: Χθές καθ' ὅλην τήν ἡμέραν ἐπνευσεν εἰς τήν περιοχήν Ἡρακλείου σφοδρός Νότιος ἄνεμος διότι ἐπροξένησεν κατά τόπους ζημίας εἰς τάς καλλιεργείας. Ἐπίσης προεκλήθησαν πολλαί διακοπαί εἰς τό ἠλεκτρικόν ρεῦμα καθώς καί εἰς ὅλας τάς καλλιεργείας τῆς ὑπαίθρου. Ὡς πληροφορούμεθα ἡ αὐτή φαινόμενα ἄνεμος ἐπνευσεν καί εἰς τάς Ἀθήνας.	[362, 1395, 550, 1579]
region-list	[172, 1122, 550, 1321]
